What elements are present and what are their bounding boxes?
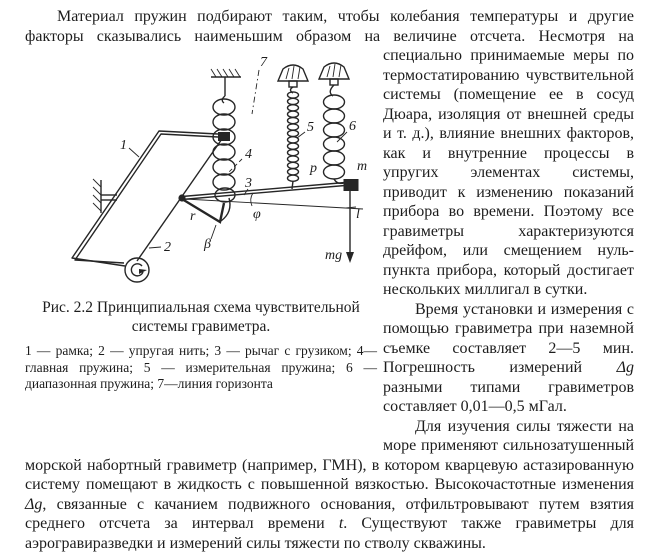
time-symbol: t [339,515,343,532]
horizon-line [185,193,363,209]
label-phi: φ [253,207,261,222]
paragraph-3-text: Для изучения силы тяжести на море применяют сильнозатушенный морской набортный гравиметр (например, ГМН), в котором кварцевую астазированную систему помещают в жидкость с повышенной вязкостью. Высокочастотные изменения [25,418,634,494]
gravimeter-schematic [25,50,377,290]
figure-caption: Рис. 2.2 Принципиальная схема чувствительной системы гравиметра. [33,298,369,336]
figure-2-2 [25,50,377,393]
label-horizon: 7 [260,55,268,70]
delta-g-symbol: Δg [617,359,634,376]
delta-g-symbol: Δg [25,496,42,513]
ceiling-mount [211,69,241,96]
wall-mount [93,179,117,213]
label-beta: β [203,237,211,252]
leader-lines [129,70,347,248]
label-lever: 3 [244,176,252,191]
paragraph-1 [25,7,634,300]
paragraph-3-text: . Существуют также гравиметры для аэрогравиразведки и измерений силы тяжести по стволу скважины. [25,515,634,552]
label-l: l [356,207,360,222]
lever-assembly [178,183,345,223]
label-measuring-spring: 5 [307,120,314,135]
paragraph-2-text: разными типами гравиметров составляет 0,01—0,5 мГал. [383,379,634,416]
label-m: m [357,159,367,174]
label-mg: mg [325,248,342,263]
label-frame: 1 [120,138,127,153]
main-spring [213,96,235,221]
paragraph-3 [25,417,634,553]
figure-legend: 1 — рамка; 2 — упругая нить; 3 — рычаг с грузиком; 4— главная пружина; 5 — измерительная пружина; 6 — диапазонная пружина; 7—линия горизонта [25,343,377,393]
measuring-spring [278,65,308,189]
paragraph-2-text: Время установки и измерения с помощью гравиметра при наземной съемке составляет 2—5 мин. Погрешность измерений [383,301,634,377]
paragraph-1-rest: принимаемые меры по термостатированию чувствительной системы (помещение ее в сосуд Дюара, изоляция от внешней среды и т. д.), влияние внешних факторов, как и внутренние процессы в упругих элементах системы, приводит к изменению показаний прибора во времени. Поэтому все гравиметры характеризуются дрейфом, или смещением нуль-пункта прибора, который достигает нескольких миллигал в сутки. [383,47,634,298]
paragraph-1-lead: Материал пружин подбирают таким, чтобы колебания температуры и другие факторы сказывались наименьшим образом на величине отсчета. Несмотря на специально [25,8,634,64]
label-p: p [309,161,317,176]
label-r: r [190,209,196,224]
range-spring [319,63,349,183]
label-range-spring: 6 [349,119,356,134]
label-thread: 2 [164,240,171,255]
paragraph-3-text: , связанные с качанием подвижного основания, отфильтровывают путем взятия среднего отсчета за интервал времени [25,496,634,533]
label-main-spring: 4 [245,147,252,162]
